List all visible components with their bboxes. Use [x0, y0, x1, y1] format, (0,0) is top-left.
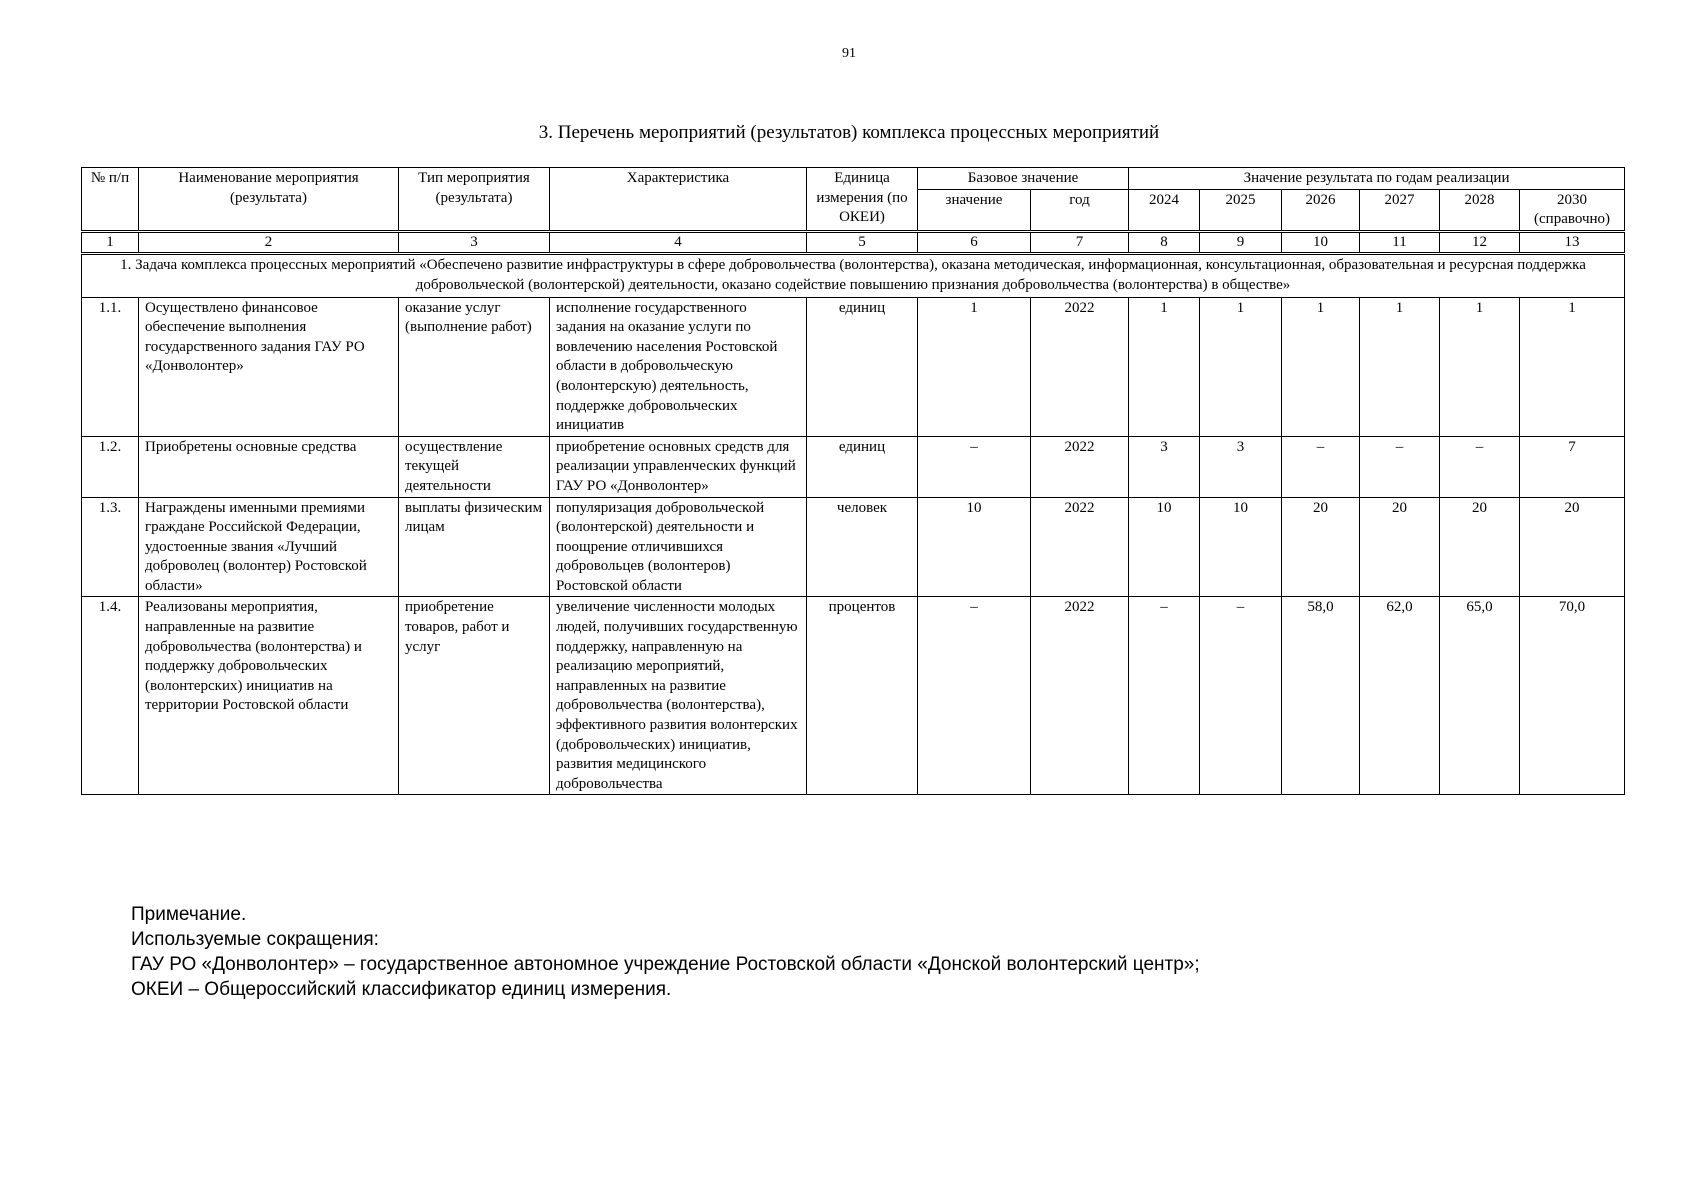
table-row — [82, 436, 1625, 497]
row-value-2025: 1 — [1200, 297, 1282, 436]
row-value-2026: 1 — [1282, 297, 1360, 436]
table-row — [82, 297, 1625, 436]
row-value-2027: – — [1360, 436, 1440, 497]
column-number: 12 — [1440, 231, 1520, 254]
task-text: 1. Задача комплекса процессных мероприятий «Обеспечено развитие инфраструктуры в сфере добровольчества (волонтерства), оказана методическая, информационная, консультационная, образовательная и ресурсная поддержка добровольческой (волонтерской) деятельности, оказано содействие повышению признания добровольчества (волонтерства) в обществе» — [82, 254, 1625, 297]
note-abbreviation: ГАУ РО «Донволонтер» – государственное автономное учреждение Ростовской области «Донской волонтерский центр»; — [131, 954, 1200, 975]
row-type: осуществление текущей деятельности — [399, 436, 550, 497]
header-base-year: год — [1031, 189, 1129, 231]
row-value-2028: 65,0 — [1440, 597, 1520, 795]
row-characteristic: приобретение основных средств для реализации управленческих функций ГАУ РО «Донволонтер» — [550, 436, 807, 497]
column-number: 10 — [1282, 231, 1360, 254]
row-value-2024: – — [1129, 597, 1200, 795]
column-number: 2 — [139, 231, 399, 254]
row-value-2028: – — [1440, 436, 1520, 497]
row-value-2027: 20 — [1360, 497, 1440, 597]
header-year: 2024 — [1129, 189, 1200, 231]
row-value-2026: 20 — [1282, 497, 1360, 597]
note-abbreviations-label: Используемые сокращения: — [131, 929, 379, 950]
row-unit: человек — [807, 497, 918, 597]
row-value-2030: 20 — [1520, 497, 1625, 597]
header-year: 2030 (справочно) — [1520, 189, 1625, 231]
row-value-2030: 7 — [1520, 436, 1625, 497]
column-number: 4 — [550, 231, 807, 254]
column-number: 7 — [1031, 231, 1129, 254]
row-characteristic: исполнение государственного задания на оказание услуги по вовлечению населения Ростовской области в добровольческую (волонтерскую) деятельность, поддержке добровольческих инициатив — [550, 297, 807, 436]
row-value-2024: 10 — [1129, 497, 1200, 597]
row-value-2024: 1 — [1129, 297, 1200, 436]
column-number: 6 — [918, 231, 1031, 254]
header-year: 2026 — [1282, 189, 1360, 231]
column-number: 8 — [1129, 231, 1200, 254]
row-num: 1.3. — [82, 497, 139, 597]
row-value-2028: 1 — [1440, 297, 1520, 436]
row-name: Осуществлено финансовое обеспечение выполнения государственного задания ГАУ РО «Донволонтер» — [139, 297, 399, 436]
page-number: 91 — [842, 46, 856, 61]
row-unit: единиц — [807, 297, 918, 436]
row-value-2025: 10 — [1200, 497, 1282, 597]
header-row — [82, 168, 1625, 190]
row-type: приобретение товаров, работ и услуг — [399, 597, 550, 795]
row-base-value: 10 — [918, 497, 1031, 597]
row-base-year: 2022 — [1031, 436, 1129, 497]
column-number: 11 — [1360, 231, 1440, 254]
column-number: 13 — [1520, 231, 1625, 254]
row-name: Награждены именными премиями граждане Российской Федерации, удостоенные звания «Лучший доброволец (волонтер) Ростовской области» — [139, 497, 399, 597]
row-value-2025: – — [1200, 597, 1282, 795]
column-number-row — [82, 231, 1625, 254]
row-base-year: 2022 — [1031, 497, 1129, 597]
header-characteristic: Характеристика — [550, 168, 807, 232]
header-year: 2028 — [1440, 189, 1520, 231]
header-name: Наименование мероприятия (результата) — [139, 168, 399, 232]
row-value-2028: 20 — [1440, 497, 1520, 597]
results-table — [81, 167, 1625, 795]
column-number: 9 — [1200, 231, 1282, 254]
column-number: 3 — [399, 231, 550, 254]
row-value-2030: 70,0 — [1520, 597, 1625, 795]
row-unit: процентов — [807, 597, 918, 795]
notes — [131, 902, 1200, 1002]
row-value-2027: 62,0 — [1360, 597, 1440, 795]
row-num: 1.4. — [82, 597, 139, 795]
row-name: Реализованы мероприятия, направленные на развитие добровольчества (волонтерства) и поддержку добровольческих (волонтерских) инициатив на территории Ростовской области — [139, 597, 399, 795]
header-type: Тип мероприятия (результата) — [399, 168, 550, 232]
task-row — [82, 254, 1625, 297]
header-year: 2027 — [1360, 189, 1440, 231]
column-number: 1 — [82, 231, 139, 254]
row-base-year: 2022 — [1031, 597, 1129, 795]
row-base-value: – — [918, 436, 1031, 497]
row-base-year: 2022 — [1031, 297, 1129, 436]
header-years-group: Значение результата по годам реализации — [1129, 168, 1625, 190]
header-base-group: Базовое значение — [918, 168, 1129, 190]
row-value-2027: 1 — [1360, 297, 1440, 436]
page-title: 3. Перечень мероприятий (результатов) комплекса процессных мероприятий — [538, 122, 1160, 143]
row-value-2026: 58,0 — [1282, 597, 1360, 795]
row-type: оказание услуг (выполнение работ) — [399, 297, 550, 436]
note-abbreviation: ОКЕИ – Общероссийский классификатор единиц измерения. — [131, 979, 672, 1000]
row-base-value: – — [918, 597, 1031, 795]
row-characteristic: увеличение численности молодых людей, получивших государственную поддержку, направленную на реализацию мероприятий, направленных на развитие добровольчества (волонтерства), эффективного развития волонтерских (добровольческих) инициатив, развития медицинского добровольчества — [550, 597, 807, 795]
table-row — [82, 497, 1625, 597]
header-year: 2025 — [1200, 189, 1282, 231]
row-type: выплаты физическим лицам — [399, 497, 550, 597]
row-base-value: 1 — [918, 297, 1031, 436]
header-unit: Единица измерения (по ОКЕИ) — [807, 168, 918, 232]
row-name: Приобретены основные средства — [139, 436, 399, 497]
table-row — [82, 597, 1625, 795]
row-characteristic: популяризация добровольческой (волонтерской) деятельности и поощрение отличившихся добровольцев (волонтеров) Ростовской области — [550, 497, 807, 597]
row-value-2025: 3 — [1200, 436, 1282, 497]
row-value-2024: 3 — [1129, 436, 1200, 497]
row-unit: единиц — [807, 436, 918, 497]
row-value-2030: 1 — [1520, 297, 1625, 436]
header-num: № п/п — [82, 168, 139, 232]
row-num: 1.1. — [82, 297, 139, 436]
row-value-2026: – — [1282, 436, 1360, 497]
column-number: 5 — [807, 231, 918, 254]
note-heading: Примечание. — [131, 904, 247, 925]
row-num: 1.2. — [82, 436, 139, 497]
header-base-value: значение — [918, 189, 1031, 231]
